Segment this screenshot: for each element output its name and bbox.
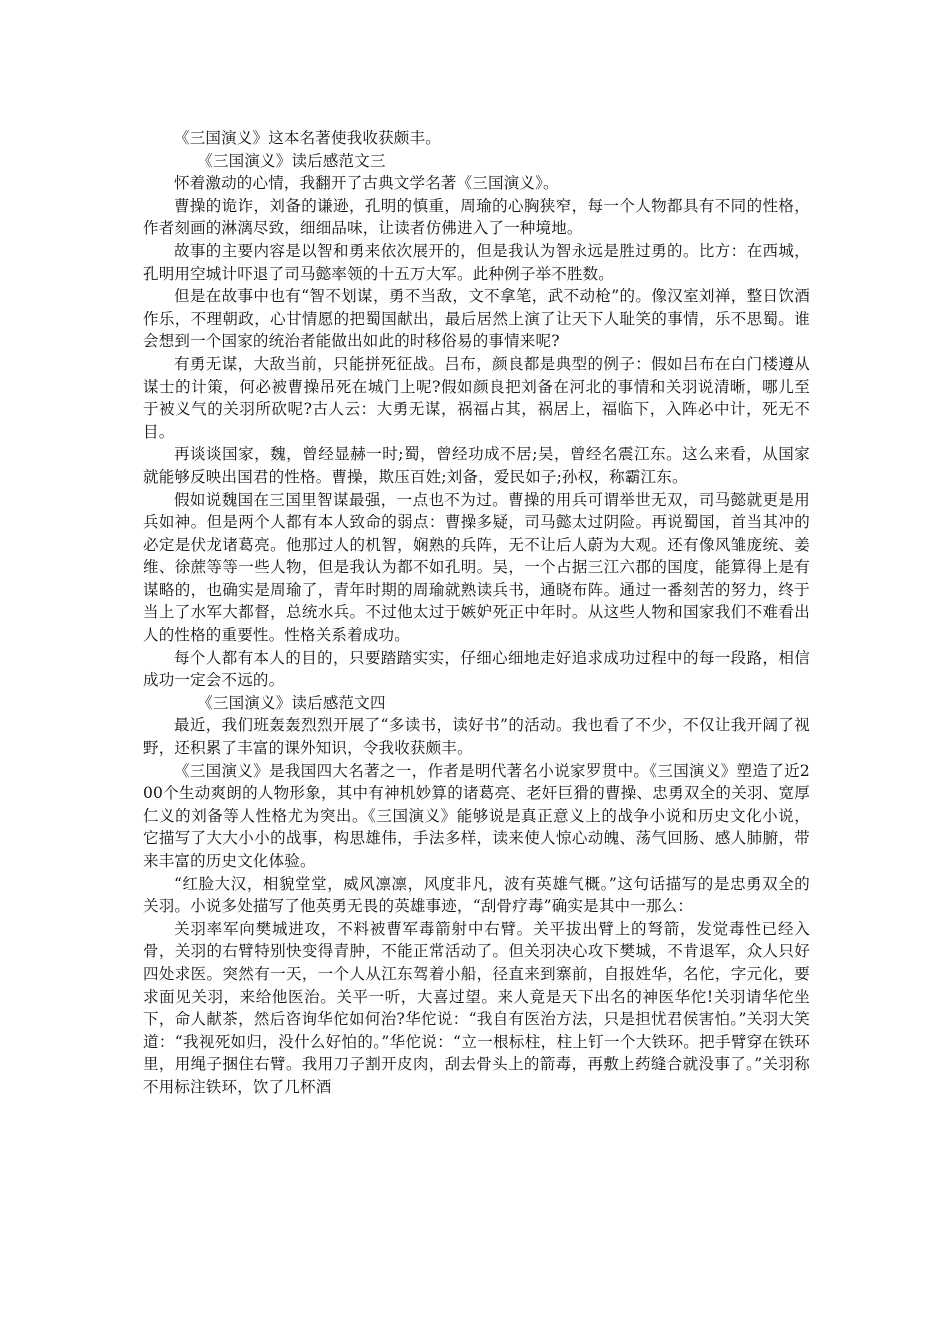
paragraph: 曹操的诡诈，刘备的谦逊，孔明的慎重，周瑜的心胸狭窄，每一个人物都具有不同的性格，作者刻画的淋漓尽致，细细品味，让读者仿佛进入了一种境地。 [143, 196, 810, 238]
paragraph: 故事的主要内容是以智和勇来依次展开的，但是我认为智永远是胜过勇的。比方：在西城，孔明用空城计吓退了司马懿率领的十五万大军。此种例子举不胜数。 [143, 241, 810, 283]
document-body [143, 127, 810, 1099]
paragraph: 《三国演义》是我国四大名著之一，作者是明代著名小说家罗贯中。《三国演义》塑造了近200个生动爽朗的人物形象，其中有神机妙算的诸葛亮、老奸巨猾的曹操、忠勇双全的关羽、宽厚仁义的刘备等人性格尤为突出。《三国演义》能够说是真正意义上的战争小说和历史文化小说，它描写了大大小小的战事，构思雄伟，手法多样，读来使人惊心动魄、荡气回肠、感人肺腑，带来丰富的历史文化体验。 [143, 761, 810, 870]
paragraph: 再谈谈国家，魏，曾经显赫一时;蜀，曾经功成不居;吴，曾经名震江东。这么来看，从国家就能够反映出国君的性格。曹操，欺压百姓;刘备，爱民如子;孙权，称霸江东。 [143, 445, 810, 486]
paragraph: 但是在故事中也有“智不划谋，勇不当敌，文不拿笔，武不动枪”的。像汉室刘禅，整日饮酒作乐，不理朝政，心甘情愿的把蜀国献出，最后居然上演了让天下人耻笑的事情，乐不思蜀。谁会想到一个国家的统治者能做出如此的时移俗易的事情来呢? [143, 287, 810, 351]
paragraph: 《三国演义》这本名著使我收获颇丰。 [174, 129, 441, 147]
section-title: 《三国演义》读后感范文四 [197, 693, 386, 712]
paragraph: “红脸大汉，相貌堂堂，威风凛凛，风度非凡，波有英雄气概。”这句话描写的是忠勇双全的关羽。小说多处描写了他英勇无畏的英雄事迹，“刮骨疗毒”确实是其中一那么： [143, 874, 810, 916]
paragraph: 有勇无谋，大敌当前，只能拼死征战。吕布，颜良都是典型的例子：假如吕布在白门楼遵从谋士的计策，何必被曹操吊死在城门上呢?假如颜良把刘备在河北的事情和关羽说清晰，哪儿至于被义气的关羽所砍呢?古人云：大勇无谋，祸福占其，祸居上，福临下，入阵必中计，死无不目。 [143, 354, 810, 441]
section-title: 《三国演义》读后感范文三 [197, 151, 386, 170]
paragraph: 关羽率军向樊城进攻，不料被曹军毒箭射中右臂。关平拔出臂上的弩箭，发觉毒性已经入骨，关羽的右臂特别快变得青肿，不能正常活动了。但关羽决心攻下樊城，不肯退军，众人只好四处求医。突然有一天，一个人从江东驾着小船，径直来到寨前，自报姓华，名佗，字元化，要求面见关羽，来给他医治。关平一听，大喜过望。来人竟是天下出名的神医华佗!关羽请华佗坐下，命人献茶，然后咨询华佗如何治?华佗说：“我自有医治方法，只是担忧君侯害怕。”关羽大笑道：“我视死如归，没什么好怕的。”华佗说：“立一根标柱，柱上钉一个大铁环。把手臂穿在铁环里，用绳子捆住右臂。我用刀子割开皮肉，刮去骨头上的箭毒，再敷上药缝合就没事了。”关羽称不用标注铁环，饮了几杯酒 [143, 919, 810, 1096]
paragraph: 怀着激动的心情，我翻开了古典文学名著《三国演义》。 [174, 174, 559, 193]
paragraph: 最近，我们班轰轰烈烈开展了“多读书，读好书”的活动。我也看了不少，不仅让我开阔了视野，还积累了丰富的课外知识，令我收获颇丰。 [143, 716, 810, 758]
paragraph: 假如说魏国在三国里智谋最强，一点也不为过。曹操的用兵可谓举世无双，司马懿就更是用兵如神。但是两个人都有本人致命的弱点：曹操多疑，司马懿太过阴险。再说蜀国，首当其冲的必定是伏龙诸葛亮。他那过人的机智，娴熟的兵阵，无不让后人蔚为大观。还有像风雏庞统、姜维、徐蔗等等一些人物，但是我认为都不如孔明。吴，一个占据三江六郡的国度，能算得上是有谋略的，也确实是周瑜了，青年时期的周瑜就熟读兵书，通晓布阵。通过一番刻苦的努力，终于当上了水军大都督，总统水兵。不过他太过于嫉妒死正中年时。从这些人物和国家我们不难看出人的性格的重要性。性格关系着成功。 [143, 490, 810, 645]
paragraph: 每个人都有本人的目的，只要踏踏实实，仔细心细地走好追求成功过程中的每一段路，相信成功一定会不远的。 [143, 648, 810, 690]
